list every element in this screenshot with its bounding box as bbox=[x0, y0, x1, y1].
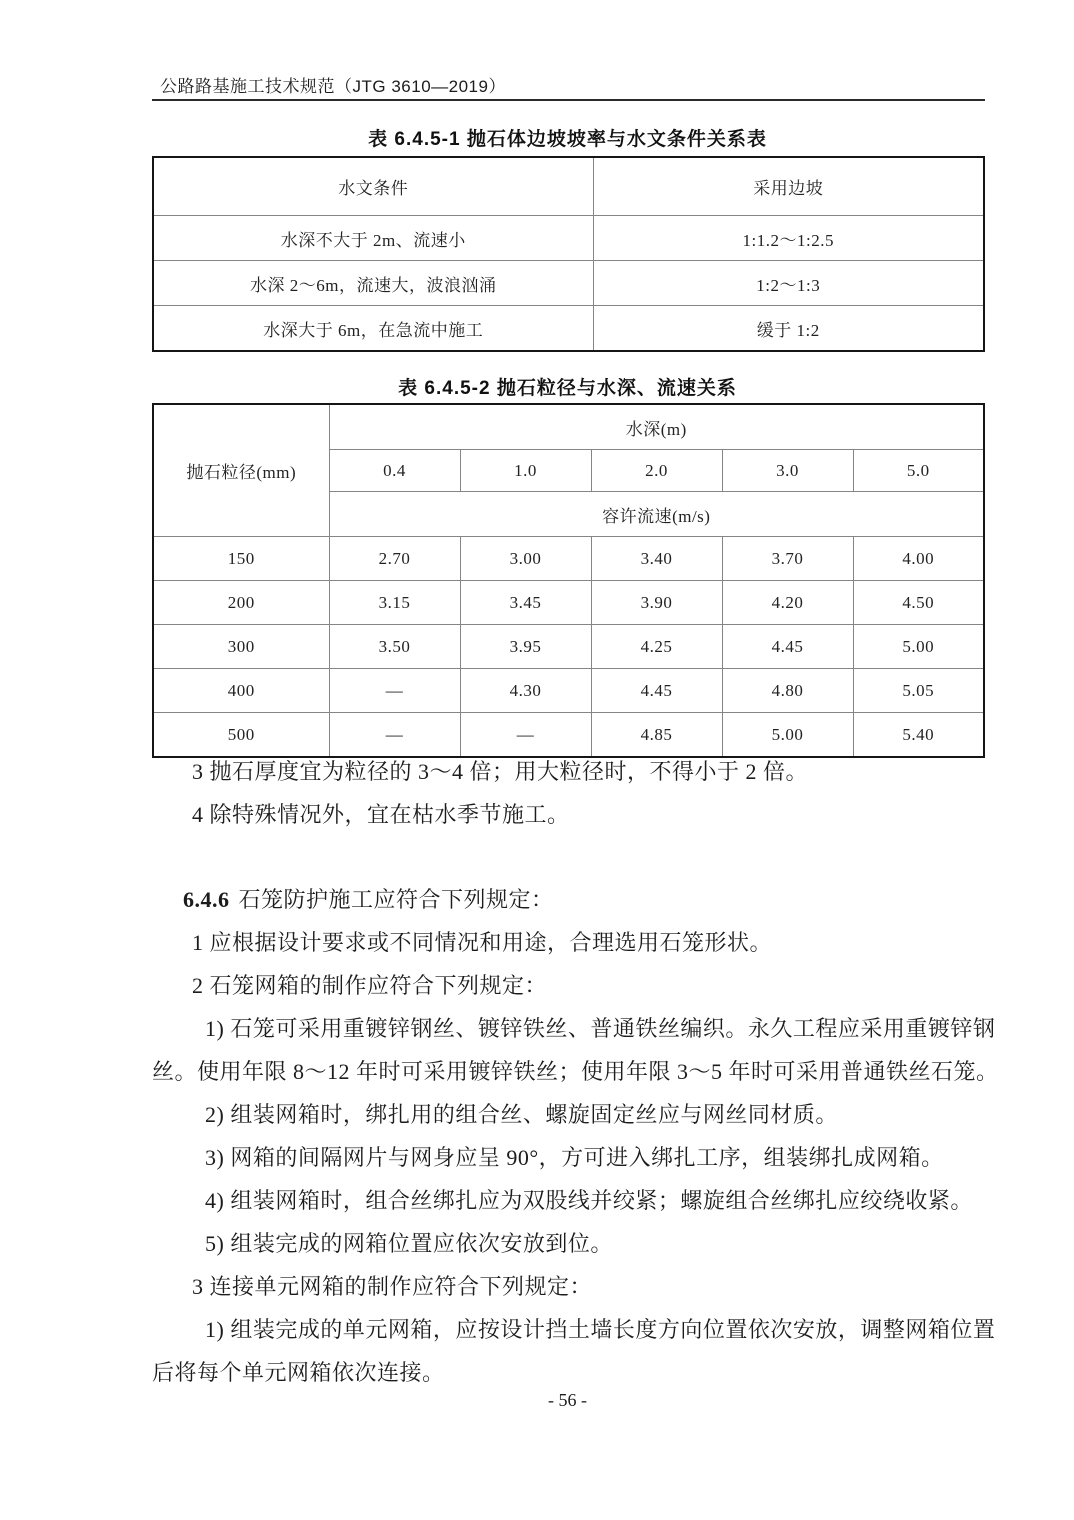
header-cell: 容许流速(m/s) bbox=[329, 492, 984, 537]
paragraph-line: 4 除特殊情况外，宜在枯水季节施工。 bbox=[192, 802, 570, 827]
header-rule bbox=[152, 99, 985, 101]
table-cell: 1:1.2～1:2.5 bbox=[593, 216, 984, 261]
table-cell: 1:2～1:3 bbox=[593, 261, 984, 306]
body-text bbox=[152, 750, 999, 1394]
paragraph-line: 3 连接单元网箱的制作应符合下列规定： bbox=[192, 1274, 593, 1299]
section-heading bbox=[152, 878, 985, 921]
table-cell: 5.00 bbox=[722, 713, 853, 758]
table-cell: 3.50 bbox=[329, 625, 460, 669]
table-cell: 4.50 bbox=[853, 581, 984, 625]
table-cell: — bbox=[329, 669, 460, 713]
table-cell: 缓于 1:2 bbox=[593, 306, 984, 352]
table1-caption: 表 6.4.5-1 抛石体边坡坡率与水文条件关系表 bbox=[368, 129, 767, 150]
table2-caption: 表 6.4.5-2 抛石粒径与水深、流速关系 bbox=[398, 378, 737, 399]
table-cell: 水深大于 6m，在急流中施工 bbox=[153, 306, 593, 352]
paragraph-line: 后将每个单元网箱依次连接。 bbox=[152, 1360, 445, 1385]
table-cell: 3.45 bbox=[460, 581, 591, 625]
table-cell: 5.05 bbox=[853, 669, 984, 713]
table-header-row bbox=[153, 404, 984, 450]
paragraph-line: 1) 石笼可采用重镀锌钢丝、镀锌铁丝、普通铁丝编织。永久工程应采用重镀锌钢 bbox=[205, 1016, 996, 1041]
paragraph-line: 1) 组装完成的单元网箱，应按设计挡土墙长度方向位置依次安放，调整网箱位置 bbox=[205, 1317, 996, 1342]
table-cell: 4.25 bbox=[591, 625, 722, 669]
hydrology-slope-table bbox=[152, 156, 985, 352]
table-cell: 4.45 bbox=[591, 669, 722, 713]
table-cell: — bbox=[460, 713, 591, 758]
table-cell: 4.30 bbox=[460, 669, 591, 713]
stone-size-velocity-table bbox=[152, 403, 985, 758]
header-cell: 2.0 bbox=[591, 450, 722, 492]
table-cell: 水深 2～6m，流速大，波浪汹涌 bbox=[153, 261, 593, 306]
table-header-row bbox=[153, 157, 984, 216]
header-cell: 1.0 bbox=[460, 450, 591, 492]
table-cell: 3.40 bbox=[591, 537, 722, 581]
table-cell: 4.85 bbox=[591, 713, 722, 758]
table-row bbox=[153, 669, 984, 713]
table-cell: 3.70 bbox=[722, 537, 853, 581]
table-cell: 3.95 bbox=[460, 625, 591, 669]
table-cell: 4.80 bbox=[722, 669, 853, 713]
table-cell: 500 bbox=[153, 713, 329, 758]
paragraph-line: 2) 组装网箱时，绑扎用的组合丝、螺旋固定丝应与网丝同材质。 bbox=[205, 1102, 838, 1127]
table-cell: — bbox=[329, 713, 460, 758]
header-cell: 水文条件 bbox=[153, 157, 593, 216]
table-cell: 4.00 bbox=[853, 537, 984, 581]
table-row bbox=[153, 261, 984, 306]
header-cell: 3.0 bbox=[722, 450, 853, 492]
paragraph-line: 2 石笼网箱的制作应符合下列规定： bbox=[192, 973, 548, 998]
paragraph-line: 1 应根据设计要求或不同情况和用途，合理选用石笼形状。 bbox=[192, 930, 773, 955]
paragraph-line: 3) 网箱的间隔网片与网身应呈 90°，方可进入绑扎工序，组装绑扎成网箱。 bbox=[205, 1145, 944, 1170]
table-row bbox=[153, 537, 984, 581]
running-header: 公路路基施工技术规范（JTG 3610—2019） bbox=[160, 77, 506, 96]
page-number: - 56 - bbox=[548, 1390, 587, 1410]
header-cell: 采用边坡 bbox=[593, 157, 984, 216]
header-cell: 5.0 bbox=[853, 450, 984, 492]
table-row bbox=[153, 581, 984, 625]
section-title: 石笼防护施工应符合下列规定： bbox=[238, 887, 554, 912]
table-cell: 4.45 bbox=[722, 625, 853, 669]
table-cell: 400 bbox=[153, 669, 329, 713]
table-cell: 5.40 bbox=[853, 713, 984, 758]
table-cell: 150 bbox=[153, 537, 329, 581]
table-row bbox=[153, 306, 984, 352]
table-cell: 300 bbox=[153, 625, 329, 669]
paragraph-line: 丝。使用年限 8～12 年时可采用镀锌铁丝；使用年限 3～5 年时可采用普通铁丝石笼。 bbox=[152, 1059, 999, 1084]
table-cell: 2.70 bbox=[329, 537, 460, 581]
table-cell: 5.00 bbox=[853, 625, 984, 669]
table-row bbox=[153, 216, 984, 261]
header-cell: 抛石粒径(mm) bbox=[153, 404, 329, 537]
header-cell: 水深(m) bbox=[329, 404, 984, 450]
table-cell: 200 bbox=[153, 581, 329, 625]
header-cell: 0.4 bbox=[329, 450, 460, 492]
table-cell: 3.00 bbox=[460, 537, 591, 581]
paragraph-line: 3 抛石厚度宜为粒径的 3～4 倍；用大粒径时，不得小于 2 倍。 bbox=[192, 759, 809, 784]
table-cell: 水深不大于 2m、流速小 bbox=[153, 216, 593, 261]
section-number: 6.4.6 bbox=[183, 887, 230, 912]
table-cell: 3.90 bbox=[591, 581, 722, 625]
table-cell: 3.15 bbox=[329, 581, 460, 625]
table-row bbox=[153, 625, 984, 669]
table-cell: 4.20 bbox=[722, 581, 853, 625]
paragraph-line: 4) 组装网箱时，组合丝绑扎应为双股线并绞紧；螺旋组合丝绑扎应绞绕收紧。 bbox=[205, 1188, 973, 1213]
paragraph-line: 5) 组装完成的网箱位置应依次安放到位。 bbox=[205, 1231, 613, 1256]
